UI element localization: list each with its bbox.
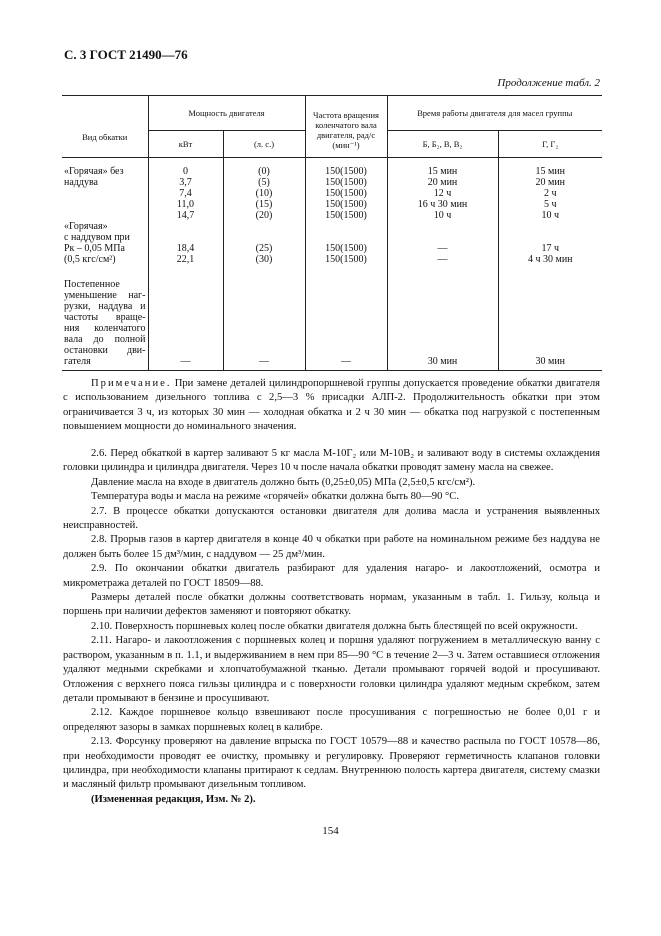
- cell-hp: (0): [258, 166, 270, 177]
- cell-speed: 150(1500): [325, 199, 367, 210]
- cell-time-g: 30 мин: [498, 279, 602, 371]
- cell-speed: 150(1500): [325, 243, 367, 254]
- table-row: [62, 158, 602, 222]
- header-kind: Вид обкатки: [62, 96, 148, 158]
- cell-time-b: 30 мин: [387, 279, 498, 371]
- cell-kw: —: [148, 279, 223, 371]
- header-time: Время работы двигателя для масел группы: [387, 96, 602, 131]
- header-oil-b: Б, Б₂, В, В₂: [387, 131, 498, 158]
- cell-time-b: 20 мин: [427, 177, 458, 188]
- paragraph: 2.11. Нагаро- и лакоотложения с поршневых колец и поршня удаляют погружением в металлическую ванну с раствором, указанным в п. 1.1, и выдерживанием в нем при 85—90 °С в течение 2—3 ч. Затем оставшиеся отложения удаляют медными скребками и хлопчатобумажной тканью. Детали промывают горячей водой и просушивают. Отложения с верхнего пояса гильзы цилиндра и с поверхности головки цилиндра удаляют медным скребком, затем детали промывают в бензине и просушивают.: [63, 635, 600, 704]
- page-header: С. 3 ГОСТ 21490—76: [64, 47, 188, 62]
- row-kind-line: частоты враще-: [64, 312, 146, 323]
- cell-kw: 3,7: [179, 177, 192, 188]
- cell-kw: 22,1: [176, 254, 195, 265]
- paragraph: 2.8. Прорыв газов в картер двигателя в конце 40 ч обкатки при работе на номинальном режиме без наддува не должен быть более 15 дм³/мин, с наддувом — 25 дм³/мин.: [63, 534, 600, 560]
- cell-hp: (15): [255, 199, 273, 210]
- cell-kw: 14,7: [176, 210, 195, 221]
- row-kind-line: ния коленчатого: [64, 323, 146, 334]
- header-oil-g: Г, Г₂: [498, 131, 602, 158]
- cell-time-g: 10 ч: [541, 210, 560, 221]
- body-text: [63, 447, 600, 807]
- row-kind-line: вала до полной: [64, 334, 146, 345]
- header-kw: кВт: [148, 131, 223, 158]
- edition-note: (Измененная редакция, Изм. № 2).: [91, 793, 256, 805]
- row-kind-line: «Горячая»: [64, 221, 108, 232]
- cell-speed: 150(1500): [325, 188, 367, 199]
- header-speed: Частота вращения коленчатого вала двигателя, рад/с (мин⁻¹): [305, 96, 387, 158]
- cell-speed: 150(1500): [325, 254, 367, 265]
- paragraph: 2.7. В процессе обкатки допускаются остановки двигателя для долива масла и устранения выявленных неисправностей.: [63, 505, 600, 532]
- cell-kw: 0: [183, 166, 188, 177]
- paragraph: Давление масла на входе в двигатель должно быть (0,25±0,05) МПа (2,5±0,5 кгс/см²).: [91, 476, 476, 488]
- cell-time-g: 4 ч 30 мин: [527, 254, 573, 265]
- cell-time-g: 17 ч: [541, 243, 560, 254]
- page-number: 154: [322, 825, 339, 837]
- header-power: Мощность двигателя: [148, 96, 305, 131]
- cell-speed: —: [305, 279, 387, 371]
- header-hp: (л. с.): [223, 131, 305, 158]
- table-2: [62, 95, 602, 371]
- cell-time-g: 20 мин: [535, 177, 566, 188]
- cell-hp: (25): [255, 243, 273, 254]
- cell-time-b: 16 ч 30 мин: [417, 199, 468, 210]
- cell-hp: (20): [255, 210, 273, 221]
- table-row: [62, 279, 602, 371]
- paragraph: Размеры деталей после обкатки должны соответствовать нормам, указанным в табл. 1. Гильзу, кольца и поршень при наличии дефектов заменяют и повторяют обкатку.: [63, 592, 600, 618]
- row-kind-line: гателя: [64, 356, 91, 367]
- note-label: Примечание.: [91, 378, 172, 389]
- cell-kw: 7,4: [179, 188, 192, 199]
- cell-speed: 150(1500): [325, 210, 367, 221]
- cell-time-b: —: [437, 243, 448, 254]
- row-kind-line: Pк – 0,05 МПа: [64, 243, 125, 254]
- row-kind-line: остановки дви-: [64, 345, 146, 356]
- paragraph: 2.10. Поверхность поршневых колец после обкатки двигателя должна быть блестящей по всей окружности.: [91, 620, 578, 632]
- paragraph: 2.13. Форсунку проверяют на давление впрыска по ГОСТ 10579—88 и качество распыла по ГОСТ 10578—86, при необходимости проводят ее очистку, промывку и регулировку. Проверяют герметичность клапанов головки цилиндра, при необходимости клапаны притирают к седлам. Внутреннюю полость картера двигателя, систему смазки и масляный фильтр промывают дизельным топливом.: [63, 736, 600, 791]
- paragraph: Температура воды и масла на режиме «горячей» обкатки должна быть 80—90 °С.: [91, 491, 459, 503]
- paragraph: 2.12. Каждое поршневое кольцо взвешивают после просушивания с погрешностью не более 0,01 г и определяют зазоры в замках поршневых колец в калибре.: [63, 707, 600, 733]
- cell-speed: 150(1500): [325, 177, 367, 188]
- cell-kw: 18,4: [176, 243, 195, 254]
- cell-time-b: 10 ч: [433, 210, 452, 221]
- row-kind-line: «Горячая» без: [64, 166, 124, 177]
- cell-time-b: 15 мин: [427, 166, 458, 177]
- table-note: [63, 377, 600, 435]
- cell-hp: (30): [255, 254, 273, 265]
- cell-time-b: —: [437, 254, 448, 265]
- row-kind-line: наддува: [64, 177, 98, 188]
- cell-hp: —: [223, 279, 305, 371]
- cell-hp: (10): [255, 188, 273, 199]
- cell-time-g: 5 ч: [543, 199, 557, 210]
- cell-time-g: 2 ч: [543, 188, 557, 199]
- table-continuation-label: Продолжение табл. 2: [497, 77, 600, 89]
- cell-hp: (5): [258, 177, 270, 188]
- paragraph: 2.9. По окончании обкатки двигатель разбирают для удаления нагаро- и лакоотложений, осмотра и микрометража деталей по ГОСТ 18509—88.: [63, 563, 600, 589]
- cell-time-g: 15 мин: [535, 166, 566, 177]
- row-kind-line: уменьшение наг-: [64, 290, 146, 301]
- cell-speed: 150(1500): [325, 166, 367, 177]
- table-row: [62, 221, 602, 279]
- row-kind-line: Постепенное: [64, 279, 120, 290]
- row-kind-line: с наддувом при: [64, 232, 130, 243]
- paragraph: 2.6. Перед обкаткой в картер заливают 5 кг масла М-10Г₂ или М-10В₂ и заливают воду в системы охлаждения головки цилиндра и цилиндра двигателя. Через 10 ч после начала обкатки проводят замену масла на свежее.: [63, 448, 600, 474]
- row-kind-line: рузки, наддува и: [64, 301, 146, 312]
- cell-time-b: 12 ч: [433, 188, 452, 199]
- row-kind-line: (0,5 кгс/см²): [64, 254, 116, 265]
- note-text: При замене деталей цилиндропоршневой группы допускается проведение обкатки двигателя с использованием дизельного топлива с 2,5—3 % присадки АЛП-2. Продолжительность обкатки при этом ограничивается 3 ч, из которых 30 мин — холодная обкатка и 2 ч 30 мин — обкатка под нагрузкой с постепенным повышением мощности до номинального значения.: [63, 378, 600, 433]
- cell-kw: 11,0: [176, 199, 195, 210]
